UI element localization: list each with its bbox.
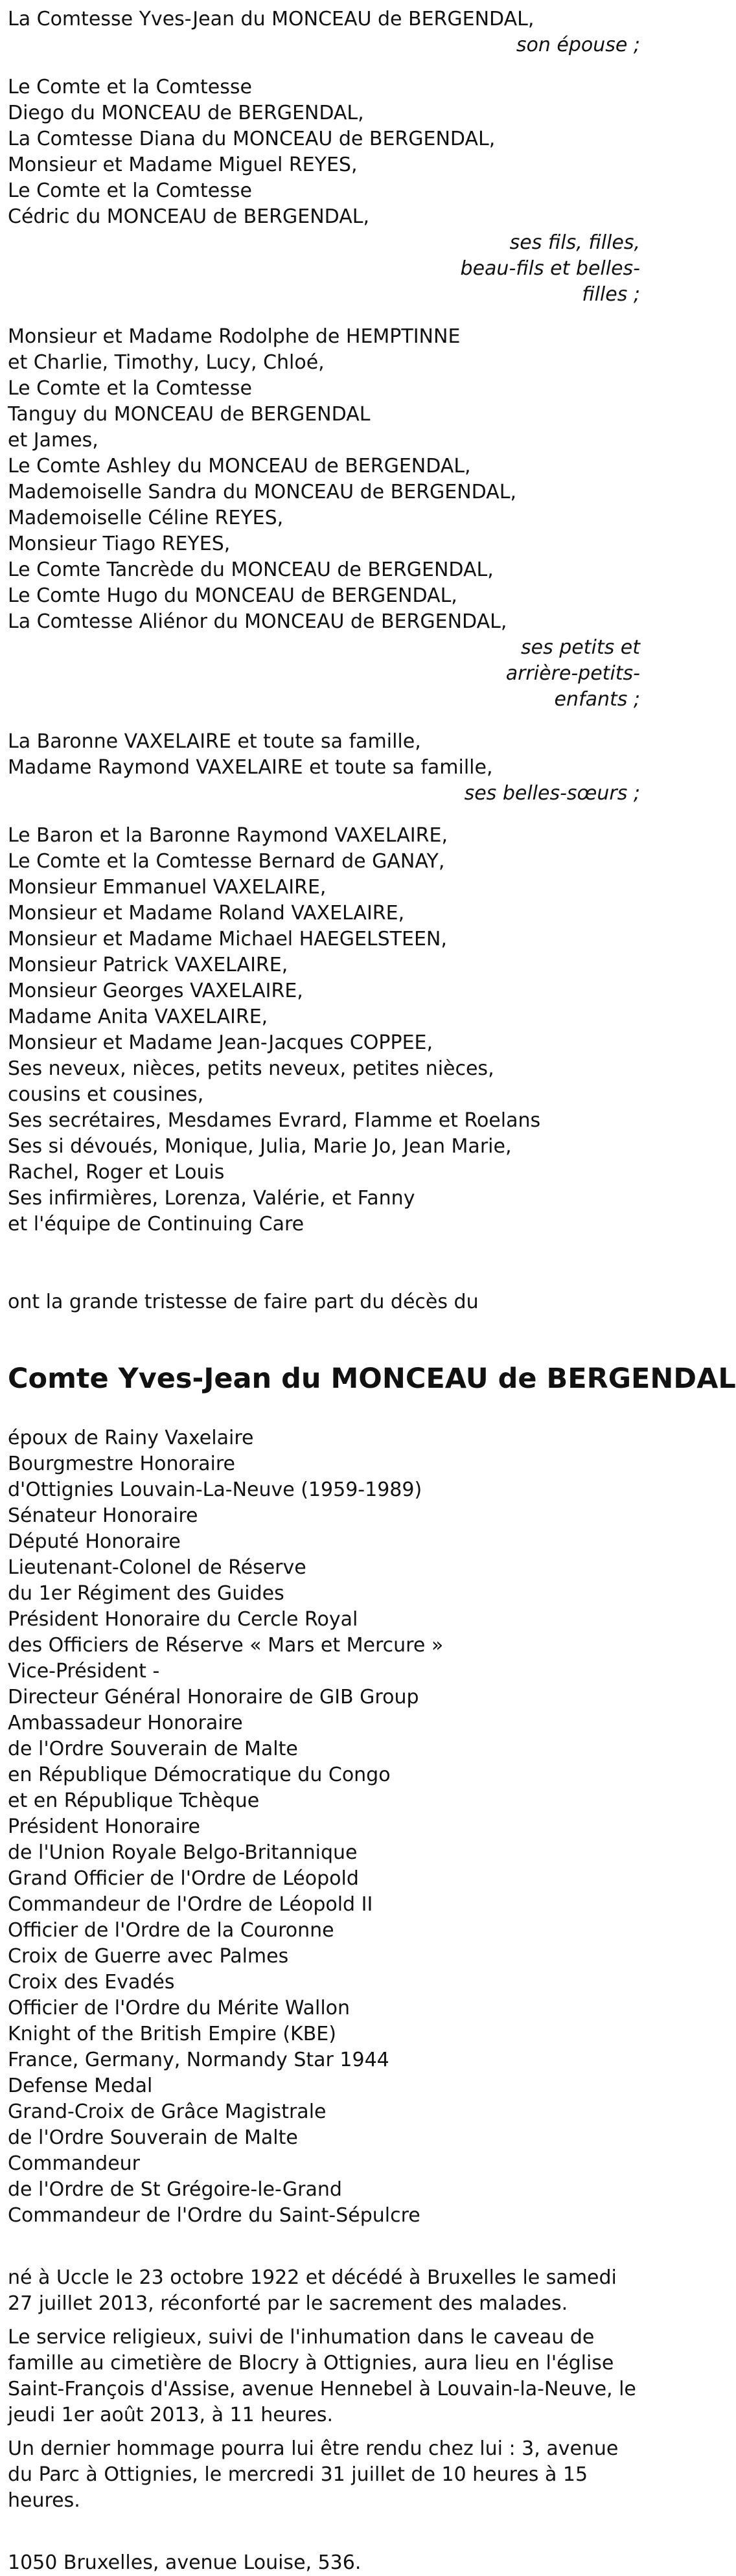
title-line: France, Germany, Normandy Star 1944: [8, 2049, 389, 2071]
children-block: [8, 75, 640, 308]
spouse-block: [8, 6, 640, 58]
grandchild-line: et James,: [8, 429, 98, 452]
other-line: cousins et cousines,: [8, 1083, 204, 1106]
other-line: Ses secrétaires, Mesdames Evrard, Flamme et Roelans: [8, 1109, 541, 1132]
child-line: Le Comte et la Comtesse: [8, 76, 252, 98]
tribute-paragraph: Un dernier hommage pourra lui être rendu chez lui : 3, avenue du Parc à Ottignies, le mercredi 31 juillet de 10 heures à 15 heures.: [8, 2437, 619, 2512]
announcement: ont la grande tristesse de faire part du décès du: [8, 1291, 479, 1313]
other-line: Ses neveux, nièces, petits neveux, petites nièces,: [8, 1057, 494, 1080]
other-line: Le Baron et la Baronne Raymond VAXELAIRE,: [8, 824, 448, 847]
children-role: beau-fils et belles-: [460, 257, 640, 280]
title-line: Croix de Guerre avec Palmes: [8, 1945, 289, 1968]
title-line: Commandeur de l'Ordre de Léopold II: [8, 1893, 373, 1916]
others-block: [8, 823, 640, 1237]
child-line: Monsieur et Madame Miguel REYES,: [8, 154, 358, 176]
child-line: Diego du MONCEAU de BERGENDAL,: [8, 102, 364, 124]
other-line: Monsieur Georges VAXELAIRE,: [8, 980, 303, 1002]
title-line: Député Honoraire: [8, 1530, 181, 1553]
title-line: Commandeur de l'Ordre du Saint-Sépulcre: [8, 2204, 420, 2227]
other-line: et l'équipe de Continuing Care: [8, 1213, 305, 1236]
grandchild-line: et Charlie, Timothy, Lucy, Chloé,: [8, 351, 325, 374]
title-line: Croix des Evadés: [8, 1971, 175, 1994]
grandchild-line: Le Comte Ashley du MONCEAU de BERGENDAL,: [8, 455, 471, 477]
title-line: en République Démocratique du Congo: [8, 1764, 391, 1786]
title-line: Directeur Général Honoraire de GIB Group: [8, 1686, 419, 1708]
child-line: Le Comte et la Comtesse: [8, 179, 252, 202]
child-line: La Comtesse Diana du MONCEAU de BERGENDAL,: [8, 128, 496, 150]
title-line: époux de Rainy Vaxelaire: [8, 1427, 254, 1449]
titles-list: [8, 1425, 640, 2229]
title-line: d'Ottignies Louvain-La-Neuve (1959-1989): [8, 1478, 422, 1501]
other-line: Monsieur et Madame Jean-Jacques COPPEE,: [8, 1031, 433, 1054]
family-address: 1050 Bruxelles, avenue Louise, 536.: [8, 2551, 362, 2574]
sister-in-law-line: Madame Raymond VAXELAIRE et toute sa famille,: [8, 756, 493, 779]
title-line: et en République Tchèque: [8, 1789, 260, 1812]
other-line: Ses si dévoués, Monique, Julia, Marie Jo, Jean Marie,: [8, 1135, 512, 1158]
grandchild-line: Le Comte Tancrède du MONCEAU de BERGENDAL,: [8, 558, 494, 581]
other-line: Rachel, Roger et Louis: [8, 1161, 225, 1184]
title-line: Bourgmestre Honoraire: [8, 1453, 236, 1475]
other-line: Monsieur Patrick VAXELAIRE,: [8, 954, 288, 976]
title-line: Grand Officier de l'Ordre de Léopold: [8, 1867, 359, 1890]
title-line: des Officiers de Réserve « Mars et Mercure »: [8, 1634, 444, 1657]
other-line: Monsieur et Madame Michael HAEGELSTEEN,: [8, 928, 447, 950]
title-line: du 1er Régiment des Guides: [8, 1582, 284, 1605]
grandchild-line: Mademoiselle Céline REYES,: [8, 507, 284, 529]
title-line: de l'Ordre de St Grégoire-le-Grand: [8, 2178, 342, 2201]
title-line: Officier de l'Ordre du Mérite Wallon: [8, 1997, 351, 2019]
title-line: Knight of the British Empire (KBE): [8, 2023, 336, 2045]
title-line: Sénateur Honoraire: [8, 1504, 198, 1527]
title-line: de l'Ordre Souverain de Malte: [8, 2126, 298, 2149]
grandchild-line: Tanguy du MONCEAU de BERGENDAL: [8, 403, 371, 426]
title-line: Commandeur: [8, 2152, 140, 2175]
title-line: Président Honoraire du Cercle Royal: [8, 1608, 358, 1631]
title-line: de l'Union Royale Belgo-Britannique: [8, 1841, 358, 1864]
other-line: Monsieur Emmanuel VAXELAIRE,: [8, 876, 327, 899]
title-line: Defense Medal: [8, 2075, 153, 2097]
grandchildren-role: enfants ;: [554, 688, 640, 711]
other-line: Le Comte et la Comtesse Bernard de GANAY,: [8, 850, 445, 873]
grandchildren-block: [8, 324, 640, 713]
title-line: Président Honoraire: [8, 1815, 200, 1838]
title-line: Lieutenant-Colonel de Réserve: [8, 1556, 306, 1579]
other-line: Ses infirmières, Lorenza, Valérie, et Fanny: [8, 1187, 415, 1210]
grandchild-line: Monsieur Tiago REYES,: [8, 533, 231, 555]
sisters-in-law-block: [8, 729, 640, 807]
other-line: Madame Anita VAXELAIRE,: [8, 1006, 268, 1028]
sisters-in-law-role: ses belles-sœurs ;: [464, 782, 640, 805]
title-line: Ambassadeur Honoraire: [8, 1712, 243, 1734]
spouse-role: son épouse ;: [516, 34, 640, 56]
other-line: Monsieur et Madame Roland VAXELAIRE,: [8, 902, 405, 925]
grandchild-line: Mademoiselle Sandra du MONCEAU de BERGENDAL,: [8, 481, 517, 503]
grandchild-line: Monsieur et Madame Rodolphe de HEMPTINNE: [8, 325, 461, 348]
grandchild-line: La Comtesse Aliénor du MONCEAU de BERGENDAL,: [8, 610, 507, 633]
title-line: de l'Ordre Souverain de Malte: [8, 1738, 298, 1760]
birth-death-paragraph: né à Uccle le 23 octobre 1922 et décédé à Bruxelles le samedi 27 juillet 2013, réconforté par le sacrement des malades.: [8, 2266, 617, 2315]
child-line: Cédric du MONCEAU de BERGENDAL,: [8, 205, 370, 228]
children-role: ses fils, filles,: [509, 231, 640, 254]
sister-in-law-line: La Baronne VAXELAIRE et toute sa famille,: [8, 730, 421, 753]
title-line: Grand-Croix de Grâce Magistrale: [8, 2100, 327, 2123]
grandchildren-role: arrière-petits-: [505, 662, 640, 685]
grandchild-line: Le Comte et la Comtesse: [8, 377, 252, 400]
grandchild-line: Le Comte Hugo du MONCEAU de BERGENDAL,: [8, 584, 457, 607]
deceased-name-heading: Comte Yves-Jean du MONCEAU de BERGENDAL: [8, 1363, 736, 1395]
spouse-name: La Comtesse Yves-Jean du MONCEAU de BERGENDAL,: [8, 8, 535, 30]
obituary-notice: [8, 6, 736, 2576]
title-line: Officier de l'Ordre de la Couronne: [8, 1919, 334, 1942]
funeral-service-paragraph: Le service religieux, suivi de l'inhumation dans le caveau de famille au cimetière de Blocry à Ottignies, aura lieu en l'église Saint-François d'Assise, avenue Hennebel à Louvain-la-Neuve, le jeudi 1er août 2013, à 11 heures.: [8, 2326, 636, 2426]
children-role: filles ;: [582, 283, 640, 306]
grandchildren-role: ses petits et: [521, 636, 640, 659]
title-line: Vice-Président -: [8, 1660, 160, 1683]
